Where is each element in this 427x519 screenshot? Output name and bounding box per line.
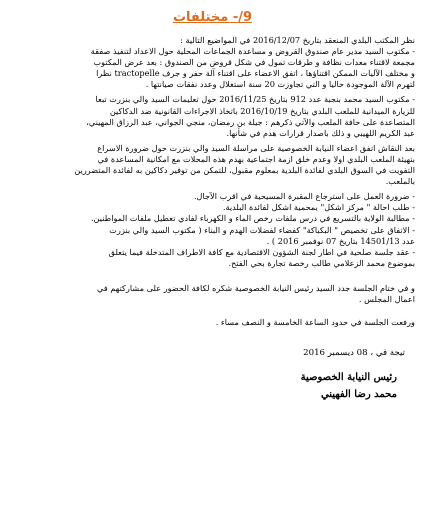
- text-line: بعد النقاش اتفق اعضاء النيابة الخصوصية على مراسلة السيد والي بنزرت حول ضرورة الاسراع: [97, 142, 415, 153]
- spacer: [10, 273, 415, 283]
- paragraph-3: [10, 143, 415, 187]
- text-line: - مطالبة الولاية بالتسريع في درس ملفات رخص الماء و الكهرباء لفادي تعطيل ملفات المواطنين.: [90, 213, 415, 224]
- text-line: - ضرورة العمل على استرجاع المقبرة المسيحية في اقرب الآجال.: [193, 191, 415, 202]
- session-end-line: ورفعت الجلسة في حدود الساعة الخامسة و النصف مساء .: [215, 317, 415, 328]
- text-line: اعمال المجلس .: [358, 293, 415, 304]
- text-line: و في ختام الجلسة جدد السيد رئيس النيابة الخصوصية شكره لكافة الحضور على مشاركتهم في: [97, 282, 415, 293]
- signatory-name: محمد رضا الفهيني: [320, 389, 397, 401]
- text-line: و مختلف الآليات الممكن اقتناؤها ، اتفق الاعضاء على اقتناء آلة حفر و جرف tractopelle نظرا: [96, 68, 415, 79]
- text-line: المتصاعدة على حافة الملعب والآتي ذكرهم : جيلة بن رمضان، منجي الجواني، عبد الرزاق المهيني،: [86, 116, 415, 127]
- text-line: مجمعة لاقتناء معدات نظافة و طرقات تمول في شكل قروض من الصندوق : بعد عرض المكتوب: [93, 57, 415, 68]
- paragraph-1: [10, 35, 415, 90]
- signature-block: [10, 348, 405, 400]
- text-line: - مكتوب السيد محمد بنجبة عدد 912 بتاريخ 2016/11/25 حول تعليمات السيد والي بنزرت تبعا: [95, 94, 415, 105]
- text-line: عبد الكريم اللهيبي و ذلك باصدار قرارات هدم في شأنها.: [226, 127, 415, 138]
- text-line: عدد 14501/13 بتاريخ 07 نوفمبر 2016 ) .: [266, 235, 415, 246]
- text-line: - عقد جلسة صلحية في اطار لجنة الشؤون الاقتصادية مع كافة الاطراف المتدخلة فيما يتعلق: [108, 246, 415, 257]
- text-line: - طلب احالة " مركز اشكل" بمحمية اشكل لفائدة البلدية.: [222, 202, 415, 213]
- text-line: - الاتفاق على تخصيص " البكباكة" كفضاء لفضلات الهدم و البناء ( مكتوب السيد والي بنزرت: [109, 224, 415, 235]
- date-line: تيجة في ، 08 ديسمبر 2016: [303, 348, 405, 359]
- paragraph-4: [10, 191, 415, 269]
- text-line: التفويت في السوق البلدي لفائدة البلدية بمعلوم مقبول، للتمكن من توفير دكاكين به لفائدة المتضررين: [74, 165, 415, 176]
- signatory-role: رئيس النيابة الخصوصية: [300, 372, 397, 384]
- text-line: لتهرم الآلة الموجودة حاليا و التي تجاوزت 20 سنة استغلال وعدد نفقات صيانتها .: [145, 79, 415, 90]
- closing-paragraph: [10, 283, 415, 305]
- paragraph-2: [10, 94, 415, 138]
- text-line: بموضوع محمد الزعلامي طالب رخصة تجارة بحي الفتح.: [228, 257, 415, 268]
- text-line: بتهيئة الملعب البلدي اولا وعدم خلق ازمة اجتماعية بهدم هذه المحلات مع امكانية المساعدة في: [97, 153, 415, 164]
- text-line: بالملعب.: [385, 176, 415, 187]
- text-line: - مكتوب السيد مدير عام صندوق القروض و مساعدة الجماعات المحلية حول الاعداد لتنفيذ صفقة: [90, 46, 415, 57]
- section-title: 9/- مختلفات: [172, 10, 253, 25]
- text-line: للزيارة الميدانية للملعب البلدي بتاريخ 2016/10/19 باتخاذ الاجراءات القانونية ضد الدكاكين: [109, 105, 415, 116]
- text-line: نظر المكتب البلدي المنعقد بتاريخ 2016/12/07 في المواضيع التالية :: [180, 35, 415, 45]
